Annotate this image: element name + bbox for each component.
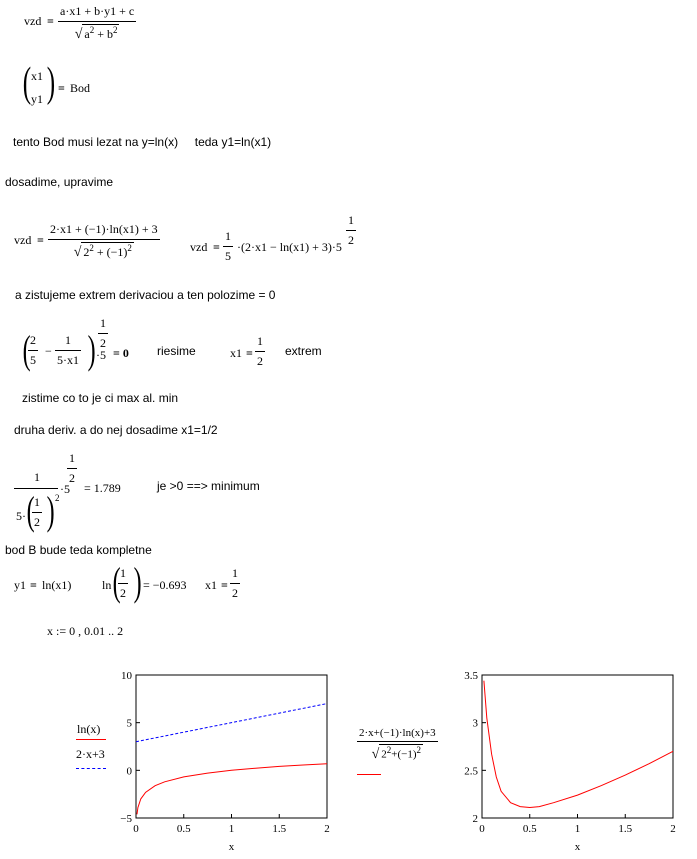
chart1-ytick-label: 10: [121, 670, 132, 682]
y1-label: y1: [14, 578, 26, 592]
chart1-ytick-label: 0: [126, 765, 132, 778]
ln-half: $\frac{1}{2}$: [120, 566, 126, 600]
deriv-times-5: ·5: [96, 348, 106, 362]
equals-sign-1: =: [47, 14, 54, 28]
legend-line-swatch: [76, 768, 106, 769]
chart1-frame: [136, 675, 327, 818]
second-deriv-numerator: 1: [34, 470, 40, 484]
text-max-min: zistime co to je ci max al. min: [22, 391, 179, 405]
x1-half-1: $\frac{1}{2}$: [257, 334, 263, 368]
chart2-ytick-label: 3: [472, 717, 478, 730]
vector-bottom: y1: [31, 92, 43, 106]
chart2-series-1-line: [484, 681, 673, 808]
chart1-ytick-label: −5: [120, 813, 132, 825]
x1-label-2: x1: [205, 578, 217, 592]
equals-sign-2: =: [37, 233, 44, 247]
second-deriv-den-exp: 2: [55, 493, 60, 503]
text-extrem: extrem: [285, 344, 322, 358]
x1-label-1: x1: [230, 346, 242, 360]
text-riesime: riesime: [157, 344, 196, 358]
ln-label: ln: [102, 578, 112, 592]
chart1-series-2-line: [136, 704, 327, 742]
text-dosadime: dosadime, upravime: [5, 175, 114, 189]
text-minimum: je >0 ==> minimum: [157, 479, 260, 493]
deriv-equals-zero: = 0: [113, 346, 129, 360]
chart1-xtick-label: 0.5: [176, 823, 191, 835]
ln-left-paren: (: [112, 559, 121, 604]
x1-equals-2: =: [221, 578, 228, 592]
legend-distance-fraction: $\frac{2\cdot x+(-1)\cdot\ln(x)+3}{√ 2^2+(-1)^2}$: [359, 727, 436, 762]
chart1-xtick-label: 0: [133, 823, 139, 835]
chart2-xlabel: x: [574, 841, 581, 853]
x1-equals-1: =: [246, 346, 253, 360]
vector-rhs: Bod: [70, 81, 91, 95]
vector-top: x1: [31, 69, 43, 83]
chart1-series-1-line: [137, 764, 327, 815]
vector-equals: =: [58, 81, 65, 95]
simplified-expression: ·(2·x1 − ln(x1) + 3)·5: [237, 240, 342, 254]
vector-right-paren: ): [46, 60, 56, 106]
text-second-derivative: druha deriv. a do nej dosadime x1=1/2: [14, 423, 218, 437]
vzd-label-2: vzd: [14, 233, 32, 247]
vzd-label-3: vzd: [190, 240, 208, 254]
chart2-xtick-label: 0: [479, 823, 485, 835]
second-deriv-left-paren: (: [26, 488, 35, 533]
two-fifths-fraction: $\frac{2}{5}$: [30, 333, 36, 367]
chart2-xtick-label: 2: [670, 823, 676, 835]
half-exponent-1: $\frac{1}{2}$: [348, 213, 354, 247]
distance-denominator-2: √ $2^2 + (-1)^2$: [73, 243, 132, 260]
deriv-right-paren: ): [87, 327, 96, 372]
chart2-ytick-label: 2.5: [464, 765, 478, 778]
chart1-xtick-label: 2: [324, 823, 330, 835]
legend-distance-swatch: [357, 774, 381, 775]
distance-numerator-1: a·x1 + b·y1 + c: [58, 4, 136, 22]
range-definition: x := 0 , 0.01 .. 2: [47, 624, 124, 638]
legend-ln-swatch: [76, 739, 106, 740]
text-bod-on-curve: tento Bod musi lezat na y=ln(x) teda y1=ln(x1): [13, 135, 272, 149]
y1-rhs: ln(x1): [42, 578, 72, 592]
vzd-label-1: vzd: [24, 14, 42, 28]
chart2-ytick-label: 3.5: [464, 670, 478, 682]
ln-right-paren: ): [133, 559, 142, 604]
chart2-xtick-label: 0.5: [522, 823, 537, 835]
chart2-ytick-label: 2: [472, 813, 478, 825]
legend-line: 2·x+3: [76, 747, 105, 761]
chart1-xtick-label: 1.5: [272, 823, 287, 835]
equals-sign-3: =: [213, 240, 220, 254]
one-over-5x1-fraction: $\frac{1}{5\cdot x1}$: [57, 333, 79, 367]
ln-value: = −0.693: [143, 578, 187, 592]
deriv-left-paren: (: [22, 327, 31, 372]
second-deriv-right-paren: ): [46, 488, 55, 533]
vector-left-paren: (: [22, 60, 32, 106]
y1-equals: =: [30, 578, 37, 592]
minus-sign: −: [45, 344, 52, 358]
chart1-xlabel: x: [228, 841, 235, 853]
chart1-xtick-label: 1: [228, 823, 235, 835]
distance-denominator-1: √ $a^2 + b^2$: [74, 25, 118, 42]
legend-ln: ln(x): [77, 722, 101, 736]
x1-half-2: $\frac{1}{2}$: [232, 566, 238, 600]
chart2-xtick-label: 1: [574, 823, 581, 835]
distance-numerator-2: 2·x1 + (−1)·ln(x1) + 3: [48, 222, 160, 240]
half-exponent-2: $\frac{1}{2}$: [100, 316, 106, 350]
chart1-ytick-label: 5: [126, 717, 132, 730]
chart2-frame: [482, 675, 673, 818]
text-bod-b: bod B bude teda kompletne: [5, 543, 152, 557]
second-deriv-den-prefix: 5·: [16, 509, 26, 523]
second-deriv-inner-half: $\frac{1}{2}$: [34, 495, 40, 529]
one-fifth-fraction: $\frac{1}{5}$: [225, 229, 231, 263]
chart2-xtick-label: 1.5: [618, 823, 633, 835]
second-deriv-times-5: ·5: [60, 482, 70, 496]
text-derivative: a zistujeme extrem derivaciou a ten polozime = 0: [15, 288, 276, 302]
half-exponent-3: $\frac{1}{2}$: [69, 451, 75, 485]
second-deriv-value: = 1.789: [84, 481, 121, 495]
